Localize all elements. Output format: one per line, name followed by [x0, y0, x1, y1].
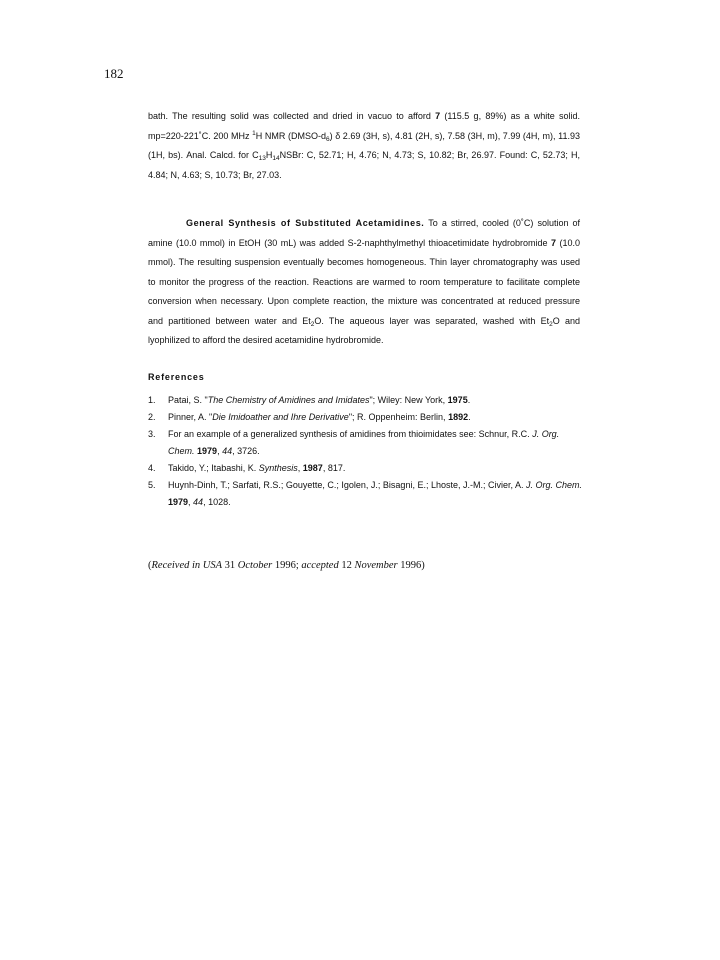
- reference-number: 1.: [148, 395, 156, 405]
- italic-title: The Chemistry of Amidines and Imidates: [207, 395, 370, 405]
- reference-item: [148, 392, 588, 409]
- text-run: bath. The resulting solid was collected and dried in vacuo to afford: [148, 111, 436, 121]
- year: 1987: [302, 463, 323, 473]
- general-synthesis-paragraph: [148, 214, 580, 351]
- references-list: [148, 392, 588, 511]
- text-run: ,: [217, 446, 223, 456]
- subscript: 6: [325, 135, 330, 143]
- reference-item: [148, 409, 588, 426]
- reference-item: [148, 477, 588, 511]
- text-run: .: [468, 412, 471, 422]
- reference-number: 5.: [148, 480, 156, 490]
- reference-number: 4.: [148, 463, 156, 473]
- volume: 44: [222, 446, 233, 456]
- text-run: O. The aqueous layer was separated, washed with Et: [314, 315, 550, 326]
- reference-item: [148, 426, 588, 460]
- text-run: To a stirred, cooled (0˚C) solution of amine (10.0 mmol) in EtOH (30 mL) was added S-2-naphthylmethyl thioacetimidate hydrobromide: [148, 218, 580, 248]
- text-run: (115.5 g, 89%) as a white solid. mp=220-221˚C. 200 MHz: [148, 111, 580, 141]
- text-run: "; R. Oppenheim: Berlin,: [348, 412, 449, 422]
- text-run: O and lyophilized to afford the desired acetamidine hydrobromide.: [148, 315, 580, 345]
- text-run: H: [265, 150, 273, 160]
- superscript: 1: [252, 129, 256, 137]
- text-run: (: [148, 560, 152, 571]
- text-run: ,: [297, 463, 303, 473]
- continuation-paragraph: [148, 107, 580, 185]
- received-year: 1996;: [272, 560, 302, 571]
- text-run: NSBr: C, 52.71; H, 4.76; N, 4.73; S, 10.82; Br, 26.97. Found: C, 52.73; H, 4.84; N, 4.63; S, 10.73; Br, 27.03.: [148, 150, 580, 180]
- received-date: 31: [222, 560, 238, 571]
- accepted-date: 12: [338, 560, 355, 571]
- text-run: Patai, S. ": [168, 395, 208, 405]
- year: 1892: [448, 412, 469, 422]
- references-heading: References: [148, 372, 205, 382]
- journal-name: J. Org. Chem.: [168, 429, 560, 456]
- section-heading: General Synthesis of Substituted Acetamidines.: [186, 218, 425, 228]
- year: 1975: [447, 395, 468, 405]
- received-label: Received in USA: [151, 560, 223, 571]
- journal-name: Synthesis: [258, 463, 298, 473]
- text-run: Huynh-Dinh, T.; Sarfati, R.S.; Gouyette, C.; Igolen, J.; Bisagni, E.; Lhoste, J.-M.; Civier, A.: [168, 480, 526, 490]
- page-number: 182: [104, 66, 124, 81]
- text-run: ,: [188, 497, 194, 507]
- subscript: 13: [258, 155, 266, 162]
- reference-item: [148, 460, 588, 477]
- subscript: 2: [549, 320, 553, 328]
- compound-number: 7: [551, 237, 557, 248]
- text-run: Pinner, A. ": [168, 412, 213, 422]
- volume: 44: [193, 497, 204, 507]
- text-run: , 817.: [322, 463, 346, 473]
- year: 1979: [197, 446, 218, 456]
- reference-number: 2.: [148, 412, 156, 422]
- text-run: .: [467, 395, 471, 405]
- reference-number: 3.: [148, 429, 156, 439]
- text-run: ) δ 2.69 (3H, s), 4.81 (2H, s), 7.58 (3H, m), 7.99 (4H, m), 11.93 (1H, bs). Anal. Calcd. for C: [148, 130, 580, 160]
- received-month: October: [237, 560, 273, 571]
- text-run: "; Wiley: New York,: [369, 395, 448, 405]
- accepted-label: accepted: [301, 560, 339, 571]
- text-run: Takido, Y.; Itabashi, K.: [168, 463, 259, 473]
- subscript: 2: [310, 320, 315, 328]
- text-run: (10.0 mmol). The resulting suspension eventually becomes homogeneous. Thin layer chromatography was used to monitor the progress of the reaction. Reactions are warmed to room temperature to facilitate complete conversion when necessary. Upon complete reaction, the mixture was concentrated at reduced pressure and partitioned between water and Et: [148, 237, 580, 326]
- italic-title: Die Imidoather and Ihre Derivative: [212, 412, 349, 422]
- accepted-month: November: [354, 560, 398, 571]
- text-run: For an example of a generalized synthesis of amidines from thioimidates see: Schnur, R.C.: [168, 429, 533, 439]
- text-run: , 3726.: [232, 446, 260, 456]
- year: 1979: [168, 497, 189, 507]
- compound-number: 7: [435, 111, 441, 121]
- accepted-year: 1996): [397, 560, 425, 571]
- subscript: 14: [272, 155, 280, 162]
- text-run: H NMR (DMSO-d: [255, 130, 326, 141]
- received-accepted-note: [148, 560, 425, 571]
- text-run: , 1028.: [203, 497, 231, 507]
- journal-name: J. Org. Chem.: [525, 480, 582, 490]
